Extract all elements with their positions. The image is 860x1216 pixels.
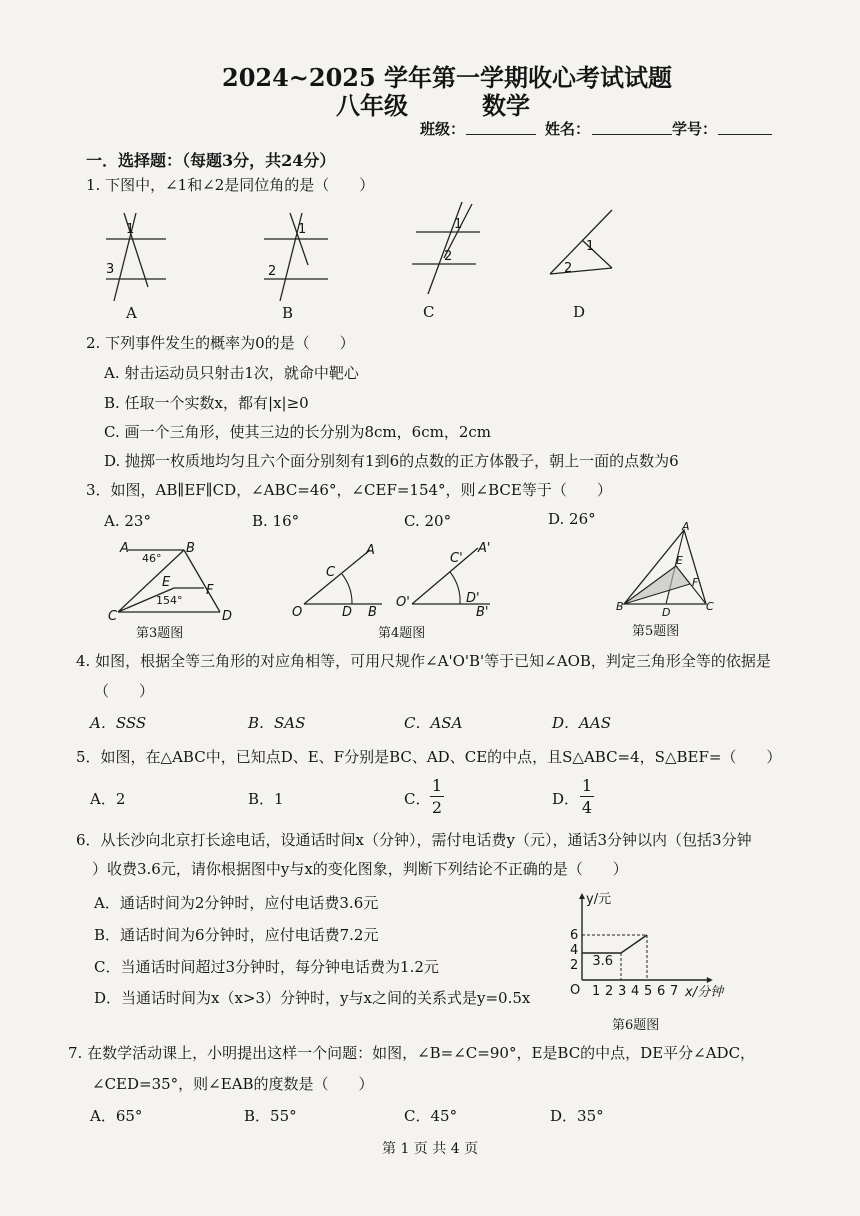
q1-option-a: A bbox=[126, 304, 137, 322]
fig3-angle-46: 46° bbox=[142, 552, 162, 565]
q1b-angle-2-label: 2 bbox=[268, 264, 277, 279]
fig4-label-b-prime: B' bbox=[476, 605, 489, 620]
q5-c-numerator: 1 bbox=[431, 776, 443, 795]
q5-option-c-fraction bbox=[430, 776, 444, 817]
fig4-label-a: A bbox=[366, 543, 375, 558]
fig4-label-d: D bbox=[342, 605, 353, 620]
q1-figure-c bbox=[406, 198, 546, 298]
page-number: 第 1 页 共 4 页 bbox=[382, 1141, 479, 1157]
name-label: 姓名： bbox=[545, 120, 591, 138]
id-label: 学号： bbox=[672, 120, 718, 138]
q2-stem: 2. 下列事件发生的概率为0的是（ ） bbox=[86, 334, 355, 352]
q5-d-numerator: 1 bbox=[581, 776, 593, 795]
fig3-angle-154: 154° bbox=[156, 594, 183, 607]
class-field[interactable] bbox=[466, 133, 536, 135]
q1-option-d: D bbox=[573, 303, 586, 321]
fig3-label-a: A bbox=[120, 541, 129, 556]
x-tick-label-5: 5 bbox=[644, 984, 653, 999]
fig5-caption: 第5题图 bbox=[632, 624, 680, 639]
y-tick-label-2: 2 bbox=[570, 958, 579, 973]
x-axis-label: x/分钟 bbox=[685, 985, 724, 1000]
q4-option-a: A．SSS bbox=[90, 714, 147, 732]
q1a-angle-1-label: 1 bbox=[126, 222, 135, 237]
fig5-label-c: C bbox=[706, 600, 714, 613]
q1-figure-b bbox=[258, 205, 398, 305]
q6-option-c: C．当通话时间超过3分钟时，每分钟电话费为1.2元 bbox=[94, 958, 439, 976]
fig4-label-b: B bbox=[368, 605, 377, 620]
q6-option-a: A．通话时间为2分钟时，应付电话费3.6元 bbox=[94, 894, 379, 912]
q1b-angle-1-label: 1 bbox=[298, 222, 307, 237]
q4-paren: （ ） bbox=[94, 682, 155, 700]
subject-title: 数学 bbox=[482, 91, 530, 120]
section-title: 一．选择题：（每题3分，共24分） bbox=[86, 151, 336, 170]
fee-series-line bbox=[582, 935, 647, 953]
q3-stem: 3．如图，AB∥EF∥CD，∠ABC=46°，∠CEF=154°，则∠BCE等于（ ） bbox=[86, 481, 612, 499]
y-tick-label-6: 6 bbox=[570, 928, 579, 943]
x-tick-label-2: 2 bbox=[605, 984, 614, 999]
q6-graph bbox=[560, 890, 760, 1000]
fig5-label-e: E bbox=[676, 554, 683, 567]
name-field[interactable] bbox=[592, 133, 672, 135]
q7-stem-line2: ∠CED=35°，则∠EAB的度数是（ ） bbox=[92, 1075, 374, 1093]
fig4-label-d-prime: D' bbox=[466, 591, 480, 606]
y-tick-label-4: 4 bbox=[570, 943, 579, 958]
fig5-label-a: A bbox=[682, 520, 690, 533]
q4-option-d: D．AAS bbox=[552, 714, 611, 732]
q2-option-a: A. 射击运动员只射击1次，就命中靶心 bbox=[104, 364, 359, 382]
y-axis-label: y/元 bbox=[586, 892, 612, 907]
q2-option-c: C. 画一个三角形，使其三边的长分别为8cm，6cm，2cm bbox=[104, 423, 491, 441]
q3-option-d: D. 26° bbox=[548, 510, 596, 528]
fig4-label-a-prime: A' bbox=[478, 541, 491, 556]
origin-label: O bbox=[570, 983, 581, 998]
q7-option-a: A．65° bbox=[90, 1107, 143, 1125]
q6-option-d: D．当通话时间为x（x>3）分钟时，y与x之间的关系式是y=0.5x bbox=[94, 989, 531, 1007]
q6-option-b: B．通话时间为6分钟时，应付电话费7.2元 bbox=[94, 926, 379, 944]
fig3-label-e: E bbox=[162, 575, 171, 590]
id-field[interactable] bbox=[718, 133, 772, 135]
x-tick-label-3: 3 bbox=[618, 984, 627, 999]
q5-option-c-prefix: C． bbox=[404, 790, 431, 808]
q3-option-a: A. 23° bbox=[104, 512, 151, 530]
q5-option-b: B．1 bbox=[248, 790, 284, 808]
fig4-diagram bbox=[292, 540, 522, 622]
grade-title: 八年级 bbox=[336, 91, 408, 120]
q1-option-b: B bbox=[282, 304, 294, 322]
fig3-diagram bbox=[108, 540, 238, 622]
fig6-caption: 第6题图 bbox=[612, 1018, 660, 1033]
fig5-label-f: F bbox=[692, 576, 699, 589]
fig3-label-f: F bbox=[206, 583, 214, 598]
class-label: 班级： bbox=[420, 120, 466, 138]
q2-option-d: D. 抛掷一枚质地均匀且六个面分别刻有1到6的点数的正方体骰子，朝上一面的点数为6 bbox=[104, 452, 679, 470]
fig4-label-o-prime: O' bbox=[396, 595, 410, 610]
q4-option-b: B．SAS bbox=[248, 714, 306, 732]
x-tick-label-7: 7 bbox=[670, 984, 679, 999]
q1-figure-a bbox=[100, 205, 240, 305]
q6-stem-line1: 6．从长沙向北京打长途电话，设通话时间x（分钟），需付电话费y（元），通话3分钟以内（包括3分钟 bbox=[76, 831, 752, 849]
y-axis-arrow bbox=[579, 893, 585, 899]
value-label-3-6: 3.6 bbox=[592, 954, 614, 969]
q5-option-d-fraction bbox=[580, 776, 594, 817]
q1a-angle-3-label: 3 bbox=[106, 262, 115, 277]
q1-figure-d bbox=[546, 208, 646, 288]
x-tick-label-6: 6 bbox=[657, 984, 666, 999]
q7-option-b: B．55° bbox=[244, 1107, 297, 1125]
fig4-label-o: O bbox=[292, 605, 303, 620]
fig5-diagram bbox=[614, 520, 714, 619]
fig3-caption: 第3题图 bbox=[136, 626, 184, 641]
q5-option-d-prefix: D． bbox=[552, 790, 580, 808]
fig3-label-b: B bbox=[186, 541, 195, 556]
q1c-angle-2-label: 2 bbox=[444, 249, 453, 264]
q6-stem-line2: ）收费3.6元，请你根据图中y与x的变化图象，判断下列结论不正确的是（ ） bbox=[92, 860, 628, 878]
q3-option-b: B. 16° bbox=[252, 512, 300, 530]
x-tick-label-1: 1 bbox=[592, 984, 601, 999]
q3-option-c: C. 20° bbox=[404, 512, 452, 530]
q5-stem: 5．如图，在△ABC中，已知点D、E、F分别是BC、AD、CE的中点，且S△ABC=4，S△BEF=（ ） bbox=[76, 748, 782, 766]
exam-title: 2024~2025 学年第一学期收心考试试题 bbox=[222, 63, 673, 92]
fig4-caption: 第4题图 bbox=[378, 626, 426, 641]
q7-option-c: C．45° bbox=[404, 1107, 458, 1125]
q7-option-d: D．35° bbox=[550, 1107, 604, 1125]
q4-stem: 4. 如图，根据全等三角形的对应角相等，可用尺规作∠A'O'B'等于已知∠AOB，判定三角形全等的依据是 bbox=[76, 652, 771, 670]
q1c-angle-1-label: 1 bbox=[454, 217, 463, 232]
q5-option-a: A．2 bbox=[90, 790, 126, 808]
q1-option-c: C bbox=[423, 303, 435, 321]
q1d-angle-2-label: 2 bbox=[564, 261, 573, 276]
fig4-label-c-prime: C' bbox=[450, 551, 463, 566]
q7-stem-line1: 7. 在数学活动课上，小明提出这样一个问题：如图，∠B=∠C=90°，E是BC的中点，DE平分∠ADC， bbox=[68, 1044, 756, 1062]
fig3-label-d: D bbox=[222, 609, 233, 624]
q1-stem: 1. 下图中，∠1和∠2是同位角的是（ ） bbox=[86, 176, 375, 194]
fig4-label-c: C bbox=[326, 565, 336, 580]
fig5-label-d: D bbox=[662, 606, 671, 619]
x-axis-arrow bbox=[707, 977, 713, 983]
q2-option-b: B. 任取一个实数x，都有|x|≥0 bbox=[104, 394, 309, 412]
fig3-label-c: C bbox=[108, 609, 118, 624]
x-tick-label-4: 4 bbox=[631, 984, 640, 999]
q5-d-denominator: 4 bbox=[581, 798, 593, 817]
q5-c-denominator: 2 bbox=[431, 798, 443, 817]
q4-option-c: C．ASA bbox=[404, 714, 463, 732]
fig5-label-b: B bbox=[616, 600, 624, 613]
q1d-angle-1-label: 1 bbox=[586, 239, 595, 254]
